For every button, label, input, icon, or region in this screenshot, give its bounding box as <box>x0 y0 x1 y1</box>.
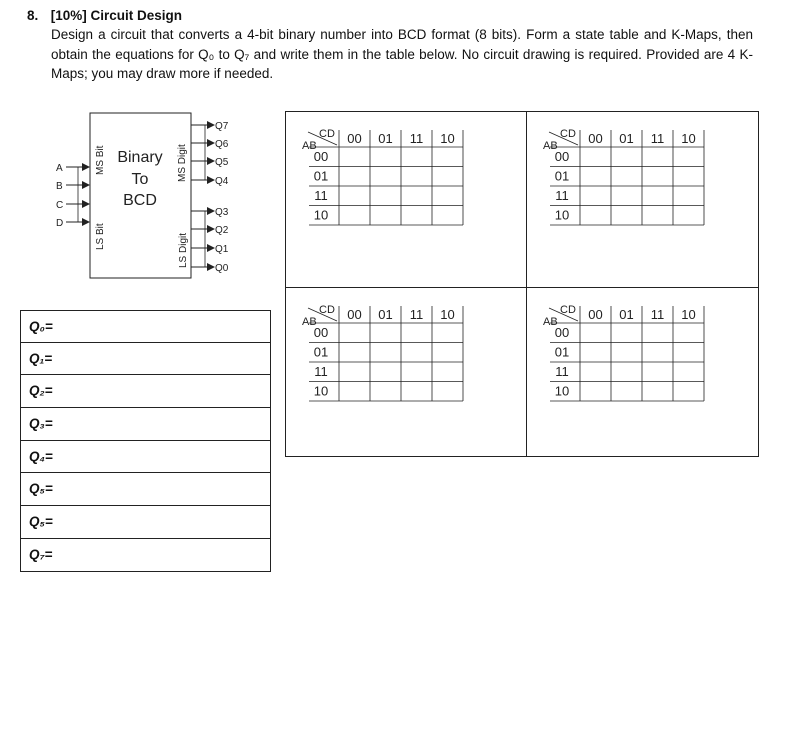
equation-row-q3[interactable] <box>20 408 271 441</box>
kmap-col-header: 01 <box>378 131 393 146</box>
kmap-col-header: 00 <box>588 307 603 322</box>
equation-label: Q₂= <box>29 383 53 399</box>
output-label-q0: Q0 <box>215 263 229 274</box>
equation-label: Q₅= <box>29 514 53 530</box>
ms-bit-label: MS Bit <box>95 145 106 175</box>
kmap-col-header: 10 <box>440 307 455 322</box>
kmap-col-header: 00 <box>347 307 362 322</box>
output-label-q7: Q7 <box>215 121 229 132</box>
block-label-binary: Binary <box>117 149 163 166</box>
kmap-col-var: CD <box>560 304 576 316</box>
equation-row-q5[interactable] <box>20 473 271 506</box>
kmap-col-var: CD <box>319 304 335 316</box>
equation-label: Q₄= <box>29 448 53 464</box>
block-label-to: To <box>131 171 149 188</box>
kmap-col-header: 11 <box>650 307 665 322</box>
input-label-c: C <box>56 200 64 211</box>
kmap-row-header: 01 <box>313 344 329 360</box>
output-label-q2: Q2 <box>215 225 229 236</box>
equation-label: Q₇= <box>29 546 53 562</box>
kmap-col-header: 01 <box>378 307 393 322</box>
question-description: Design a circuit that converts a 4-bit binary number into BCD format (8 bits). Form a state table and K-Maps, then obtain the equations for Q₀ to Q₇ and write them in the table below. No circuit drawing is required. Provided are 4 K-Maps; you may draw more if needed. <box>51 27 753 81</box>
question-title: [10%] Circuit Design <box>50 8 183 23</box>
ms-digit-label: MS Digit <box>177 144 188 182</box>
kmap-row-header: 11 <box>314 188 328 203</box>
question-number: 8. <box>27 8 39 23</box>
equation-label: Q₃= <box>29 416 53 432</box>
equation-row-q7[interactable] <box>20 539 271 572</box>
kmap-col-header: 11 <box>409 307 424 322</box>
equation-label: Q₅= <box>29 481 53 497</box>
ls-digit-label: LS Digit <box>178 232 189 268</box>
output-label-q5: Q5 <box>215 157 229 168</box>
output-label-q1: Q1 <box>215 244 229 255</box>
kmap-col-header: 01 <box>619 307 634 322</box>
kmap-row-header: 01 <box>554 168 570 184</box>
kmap-col-var: CD <box>319 128 335 140</box>
kmap-row-var: AB <box>543 316 558 328</box>
output-label-q3: Q3 <box>215 207 229 218</box>
equation-row-q2[interactable] <box>20 375 271 408</box>
kmap-col-header: 10 <box>681 307 696 322</box>
block-label-bcd: BCD <box>123 192 157 209</box>
kmap-3 <box>301 302 466 417</box>
kmap-col-header: 11 <box>650 131 665 146</box>
kmap-2 <box>542 126 707 241</box>
kmap-row-header: 01 <box>554 344 570 360</box>
kmap-row-header: 10 <box>554 207 570 223</box>
kmap-4 <box>542 302 707 417</box>
equation-label: Q₁= <box>29 350 53 366</box>
kmap-col-header: 00 <box>347 131 362 146</box>
binary-to-bcd-diagram <box>0 0 290 290</box>
kmap-col-header: 10 <box>681 131 696 146</box>
ls-bit-label: LS Bit <box>95 223 106 250</box>
kmap-row-header: 11 <box>555 188 569 203</box>
kmap-row-var: AB <box>302 140 317 152</box>
kmap-row-header: 10 <box>554 383 570 399</box>
kmap-row-header: 11 <box>555 364 569 379</box>
kmap-row-header: 11 <box>314 364 328 379</box>
kmap-row-header: 00 <box>313 325 329 340</box>
kmap-row-header: 10 <box>313 207 329 223</box>
kmap-row-var: AB <box>302 316 317 328</box>
equations-table <box>20 310 271 572</box>
kmap-row-header: 10 <box>313 383 329 399</box>
kmap-1 <box>301 126 466 241</box>
kmap-row-header: 00 <box>554 325 570 340</box>
grid-divider-horizontal <box>286 287 758 288</box>
kmap-col-header: 10 <box>440 131 455 146</box>
input-label-a: A <box>56 163 63 174</box>
kmap-row-header: 00 <box>313 149 329 164</box>
equation-label: Q₀= <box>29 319 53 334</box>
equation-row-q6[interactable] <box>20 506 271 539</box>
output-label-q4: Q4 <box>215 176 229 187</box>
kmap-col-var: CD <box>560 128 576 140</box>
input-label-d: D <box>56 218 64 229</box>
kmap-row-header: 00 <box>554 149 570 164</box>
grid-divider-vertical <box>526 112 527 456</box>
kmap-col-header: 00 <box>588 131 603 146</box>
equation-row-q4[interactable] <box>20 441 271 474</box>
equation-row-q1[interactable] <box>20 343 271 376</box>
kmap-col-header: 01 <box>619 131 634 146</box>
equation-row-q0[interactable] <box>20 310 271 343</box>
input-label-b: B <box>56 181 63 192</box>
kmap-col-header: 11 <box>409 131 424 146</box>
output-label-q6: Q6 <box>215 139 229 150</box>
kmap-row-var: AB <box>543 140 558 152</box>
kmap-row-header: 01 <box>313 168 329 184</box>
